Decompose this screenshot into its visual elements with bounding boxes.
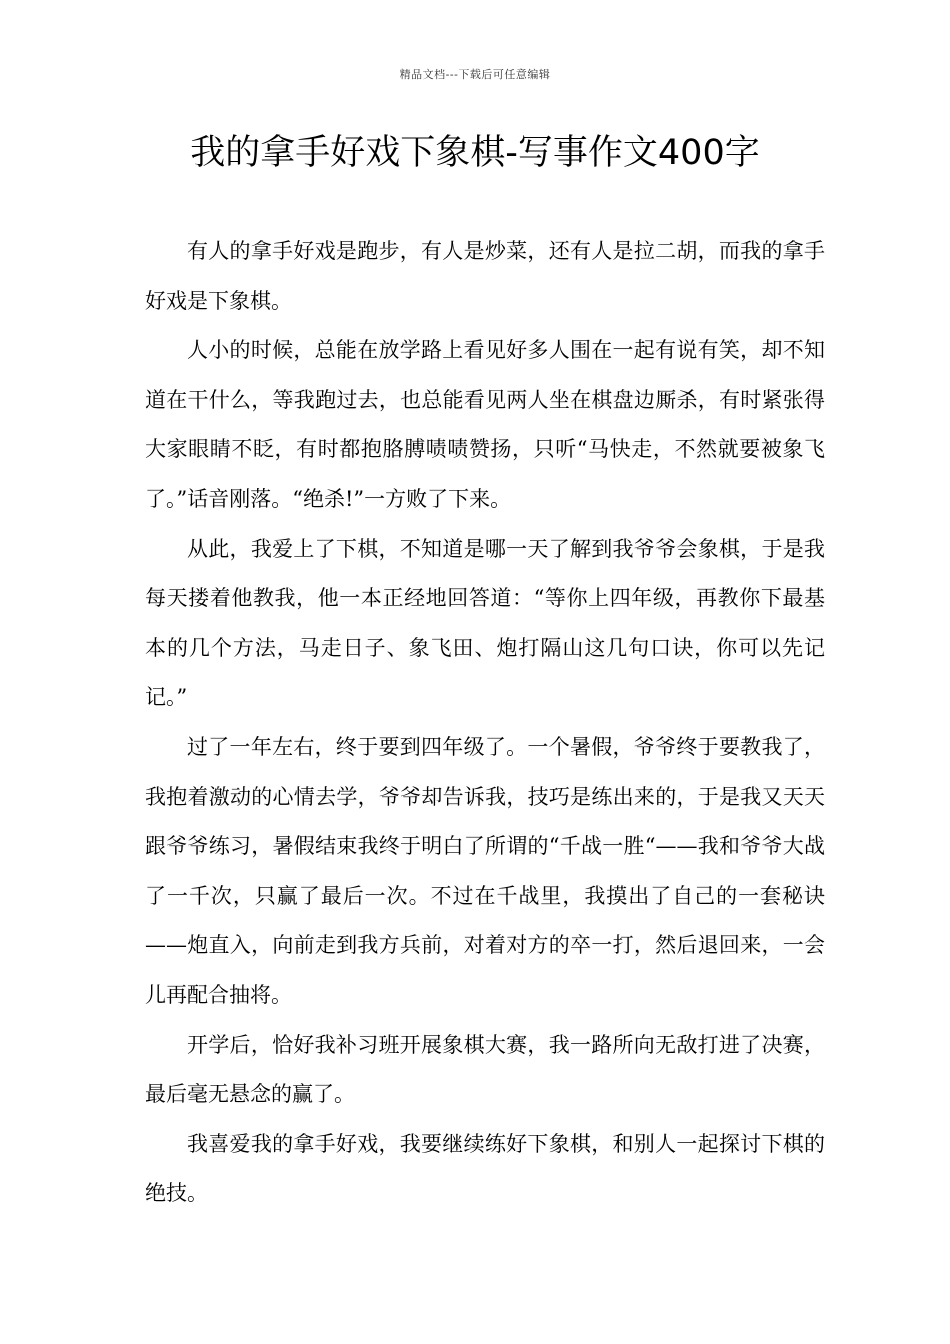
paragraph-2: 人小的时候，总能在放学路上看见好多人围在一起有说有笑，却不知道在干什么，等我跑过去，也总能看见两人坐在棋盘边厮杀，有时紧张得大家眼睛不眨，有时都抱胳膊啧啧赞扬，只听“马快走，不然就要被象飞了。”话音刚落。“绝杀!”一方败了下来。 — [145, 338, 825, 511]
paragraph-4: 过了一年左右，终于要到四年级了。一个暑假，爷爷终于要教我了，我抱着激动的心情去学，爷爷却告诉我，技巧是练出来的，于是我又天天跟爷爷练习，暑假结束我终于明白了所谓的“千战一胜“——我和爷爷大战了一千次，只赢了最后一次。不过在千战里，我摸出了自己的一套秘诀——炮直入，向前走到我方兵前，对着对方的卒一打，然后退回来，一会儿再配合抽将。 — [145, 734, 825, 1007]
paragraph-3: 从此，我爱上了下棋，不知道是哪一天了解到我爷爷会象棋，于是我每天搂着他教我，他一本正经地回答道：“等你上四年级，再教你下最基本的几个方法，马走日子、象飞田、炮打隔山这几句口诀，你可以先记记。” — [145, 536, 825, 710]
header-note: 精品文档---下载后可任意编辑 — [399, 68, 551, 81]
paragraph-6: 我喜爱我的拿手好戏，我要继续练好下象棋，和别人一起探讨下棋的绝技。 — [145, 1131, 825, 1206]
paragraph-5: 开学后，恰好我补习班开展象棋大赛，我一路所向无敌打进了决赛，最后毫无悬念的赢了。 — [145, 1032, 825, 1107]
document-body — [145, 227, 825, 1219]
paragraph-1: 有人的拿手好戏是跑步，有人是炒菜，还有人是拉二胡，而我的拿手好戏是下象棋。 — [145, 239, 825, 313]
document-title: 我的拿手好戏下象棋-写事作文400字 — [190, 133, 760, 173]
